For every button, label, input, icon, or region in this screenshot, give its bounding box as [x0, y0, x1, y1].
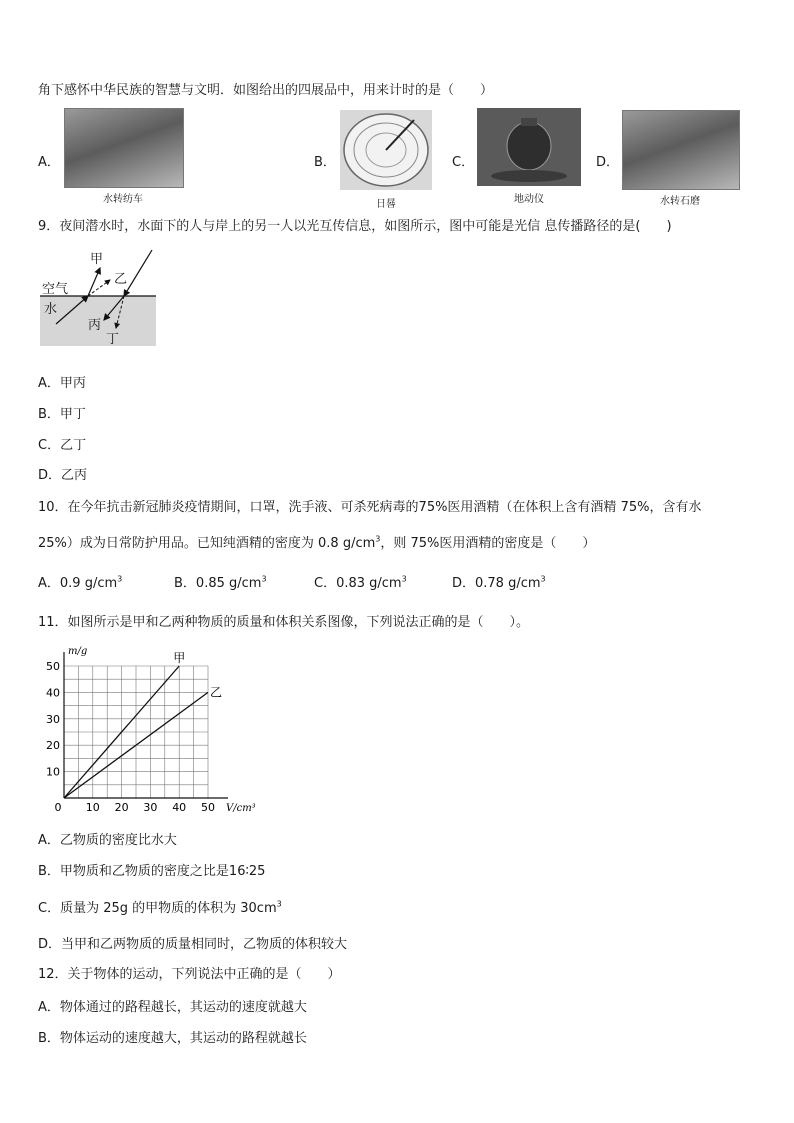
mass-volume-chart — [38, 642, 268, 826]
q12-option-b: B．物体运动的速度越大，其运动的路程就越长 — [38, 1031, 307, 1046]
water-spinning-wheel-photo — [64, 108, 184, 188]
x-axis-label: V/cm³ — [226, 803, 256, 814]
q9-option-d: D．乙丙 — [38, 468, 88, 483]
series-label-2: 乙 — [210, 685, 223, 700]
q11-option-d: D．当甲和乙两物质的质量相同时，乙物质的体积较大 — [38, 937, 348, 952]
q8-option-b-caption: 日晷 — [376, 199, 396, 210]
x-tick-label: 30 — [143, 801, 158, 814]
series-label-1: 甲 — [173, 651, 186, 665]
sundial-photo — [340, 110, 432, 194]
x-tick-label: 50 — [201, 801, 215, 814]
q8-option-d-label: D． — [596, 155, 620, 170]
q10-option-b: B．0.85 $g/cm^3$ — [174, 574, 267, 591]
ray-label-yi: 乙 — [114, 272, 128, 287]
y-tick-label: 20 — [46, 739, 60, 753]
q10-option-d: D．0.78 $g/cm^3$ — [452, 574, 546, 591]
water-mill-photo — [622, 110, 740, 190]
q8-option-d-caption: 水转石磨 — [660, 196, 700, 207]
y-tick-label: 10 — [46, 765, 60, 779]
x-tick-label: 0 — [54, 801, 62, 814]
y-tick-label: 50 — [46, 660, 60, 673]
y-axis-label: m/g — [68, 646, 88, 657]
q11-stem: 11．如图所示是甲和乙两种物质的质量和体积关系图像，下列说法正确的是（ ）。 — [38, 615, 530, 630]
q9-stem: 9．夜间潜水时，水面下的人与岸上的另一人以光互传信息，如图所示，图中可能是光信 息传播路径的是( ) — [38, 219, 672, 234]
q12-stem: 12．关于物体的运动，下列说法中正确的是（ ） — [38, 967, 341, 982]
q10-option-a: A．0.9 $g/cm^3$ — [38, 574, 123, 591]
q9-option-b: B．甲丁 — [38, 407, 86, 422]
x-tick-label: 40 — [172, 801, 187, 814]
q9-option-a: A．甲丙 — [38, 376, 86, 391]
y-tick-label: 40 — [46, 686, 60, 700]
q11-option-a: A．乙物质的密度比水大 — [38, 833, 177, 848]
q10-stem-line2: 25%）成为日常防护用品。已知纯酒精的密度为 0.8 $g/cm^3$，则 75%医用酒精的密度是（ ） — [38, 534, 596, 551]
q8-option-c-caption: 地动仪 — [514, 194, 544, 205]
q8-option-a-label: A． — [38, 155, 60, 170]
medium-label-water: 水 — [44, 302, 58, 317]
q12-option-a: A．物体通过的路程越长，其运动的速度就越大 — [38, 1000, 307, 1015]
ray-label-ding: 丁 — [106, 332, 120, 347]
q10-option-c: C．0.83 $g/cm^3$ — [314, 574, 407, 591]
seismograph-photo — [477, 108, 581, 190]
medium-label-air: 空气 — [42, 282, 69, 297]
q11-option-c: C．质量为 25g 的甲物质的体积为 $30cm^3$ — [38, 899, 282, 916]
light-path-diagram — [40, 248, 158, 348]
q8-option-a-caption: 水转纺车 — [103, 194, 143, 205]
ray-label-bing: 丙 — [88, 318, 102, 333]
q8-option-c-label: C． — [452, 155, 475, 170]
x-tick-label: 20 — [114, 801, 129, 814]
q9-option-c: C．乙丁 — [38, 438, 87, 453]
q8-option-b-label: B． — [314, 155, 336, 170]
x-tick-label: 10 — [85, 801, 100, 814]
ray-label-jia: 甲 — [90, 252, 104, 267]
y-tick-label: 30 — [46, 712, 60, 726]
q10-stem-line1: 10．在今年抗击新冠肺炎疫情期间，口罩，洗手液、可杀死病毒的75%医用酒精（在体积上含有酒精 75%，含有水 — [38, 500, 702, 515]
q8-stem: 角下感怀中华民族的智慧与文明．如图给出的四展品中，用来计时的是（ ） — [38, 83, 494, 98]
q11-option-b: B．甲物质和乙物质的密度之比是16∶25 — [38, 864, 266, 879]
